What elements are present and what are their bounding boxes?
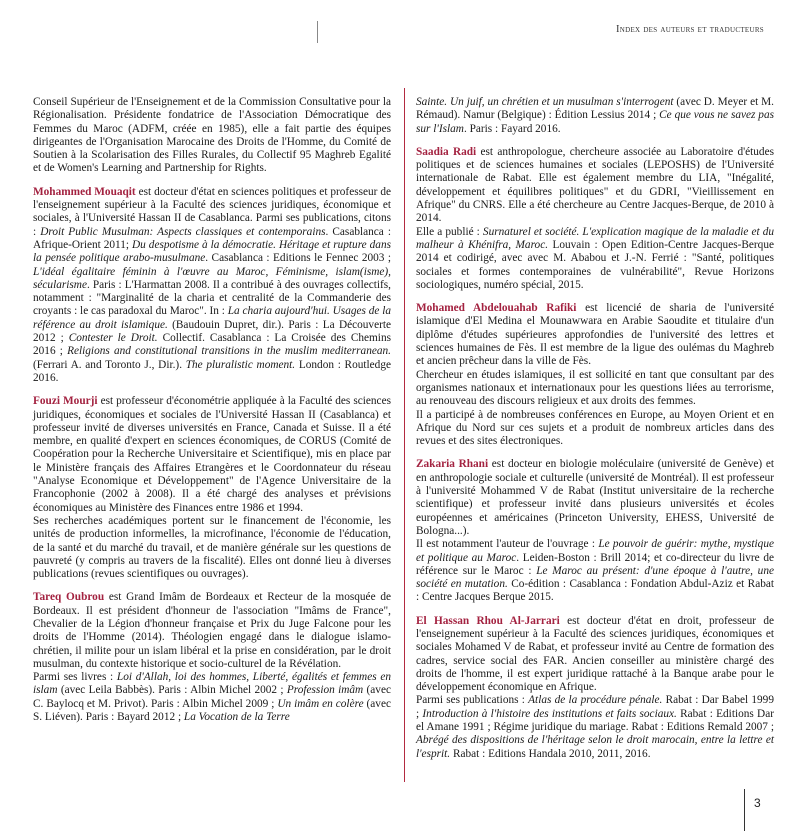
entry-mourji-research: Ses recherches académiques portent sur le financement de l'économie, les unités de production informelles, la microfinance, l'économie de l'éducation, de la santé et du marché du travail, et de manière générale sur les questions de pauvreté (y compris au travers de la fiscalité). Elles ont donné lieu à diverses publications (revues scientifiques ou ouvrages). bbox=[33, 514, 391, 581]
entry-radi: Saadia Radi est anthropologue, chercheure associée au Laboratoire d'études politiques et de sciences humaines et sociales (LEPOSHS) de l'Université internationale de Rabat. Elle est également membre du LIA, "Inégalité, développement et équilibres politiques" et du GDRI, "Vieillissement en Afrique" du CNRS. Elle a été chercheure au Centre Jacques-Berque, de 2010 à 2014. bbox=[416, 145, 774, 225]
page-number: 3 bbox=[754, 796, 761, 810]
entry-rafiki-research: Chercheur en études islamiques, il est sollicité en tant que consultant par des organismes nationaux et internationaux pour les questions liées au terrorisme, au renouveau des discours religieux et aux droits des femmes. bbox=[416, 368, 774, 408]
author-name: El Hassan Rhou Al-Jarrari bbox=[416, 614, 560, 627]
entry-oubrou: Tareq Oubrou est Grand Imâm de Bordeaux et Recteur de la mosquée de Bordeaux. Il est président d'honneur de l'association "Imâms de France", Chevalier de la Légion d'honneur française et Prix du Juge Falcone pour les droits de l'Homme (2014). Théologien engagé dans le dialogue islamo-chrétien, il milite pour un islam libéral et la prise en considération, par le droit musulman, du contexte historique et socio-culturel de la Révélation. bbox=[33, 591, 391, 670]
entry-mouaqit: Mohammed Mouaqit est docteur d'état en sciences politiques et professeur de l'enseignement supérieur à la Faculté des sciences juridiques, économique et sociales, à l'Université Hassan II de Casablanca. Parmi ses publications, citons : Droit Public Musulman: Aspects classiques et contemporains. Casablanca : Afrique-Orient 2011; Du despotisme à la démocratie. Héritage et rupture dans la pensée politique arabo-musulmane. Casablanca : Editions le Fennec 2003 ; L'idéal égalitaire féminin à l'œuvre au Maroc, Féminisme, islam(isme), sécularisme. Paris : L'Harmattan 2008. Il a contribué à des ouvrages collectifs, notamment : "Marginalité de la charia et centralité de la Commanderie des croyants : le cas paradoxal du Maroc". In : La charia aujourd'hui. Usages de la référence au droit islamique. (Baudouin Dupret, dir.). Paris : La Découverte 2012 ; Contester le Droit. Collectif. Casablanca : La Croisée des Chemins 2016 ; Religions and constitutional transitions in the muslim mediterranean. (Ferrari A. and Toronto J., Dir.). The pluralistic moment. London : Routledge 2016. bbox=[33, 185, 392, 384]
author-name: Tareq Oubrou bbox=[33, 591, 105, 604]
entry-oubrou-books: Parmi ses livres : Loi d'Allah, loi des hommes, Liberté, égalités et femmes en islam (avec Leila Babbès). Paris : Albin Michel 2002 ; Profession imâm (avec C. Baylocq et M. Privot). Paris : Albin Michel 2009 ; Un imâm en colère (avec S. Liéven). Paris : Bayard 2012 ; La Vocation de la Terre bbox=[33, 671, 391, 724]
author-name: Mohamed Abdelouahab Rafiki bbox=[416, 302, 577, 315]
author-name: Zakaria Rhani bbox=[416, 458, 489, 471]
entry-rafiki-conferences: Il a participé à de nombreuses conférences en Europe, au Moyen Orient et en Afrique du Nord sur ces sujets et a produit de nombreux articles dans des revues et des sites électroniques. bbox=[416, 408, 774, 448]
entry-rhani: Zakaria Rhani est docteur en biologie moléculaire (université de Genève) et en anthropologie sociale et culturelle (université de Montréal). Il est professeur à l'université Mohammed V de Rabat (Institut universitaire de la recherche scientifique) et professeur invité dans plusieurs universités et écoles européennes et américaines (Princeton University, EHESS, Université de Bologna...). bbox=[416, 458, 774, 537]
author-name: Mohammed Mouaqit bbox=[33, 185, 136, 198]
header-divider bbox=[317, 21, 318, 43]
author-name: Fouzi Mourji bbox=[33, 395, 98, 408]
page-number-rule bbox=[744, 789, 745, 831]
entry-radi-publications: Elle a publié : Surnaturel et société. L'explication magique de la maladie et du malheur à Khénifra, Maroc. Louvain : Open Edition-Centre Jacques-Berque 2014 et codirigé, avec avec M. Ababou et J.-N. Ferrié : "Santé, politiques sociales et formes contemporaines de vulnérabilité", Revue Horizons sociologiques, numéro spécial, 2015. bbox=[416, 225, 774, 291]
running-header: Index des auteurs et traducteurs bbox=[615, 24, 764, 35]
right-column bbox=[416, 96, 774, 761]
entry-oubrou-continued: Sainte. Un juif, un chrétien et un musulman s'interrogent (avec D. Meyer et M. Rémaud). Namur (Belgique) : Édition Lessius 2014 ; Ce que vous ne savez pas sur l'Islam. Paris : Fayard 2016. bbox=[416, 96, 775, 135]
entry-rhani-works: Il est notamment l'auteur de l'ouvrage : Le pouvoir de guérir: mythe, mystique et politique au Maroc. Leiden-Boston : Brill 2014; et co-directeur du livre de référence sur le Maroc : Le Maroc au présent: d'une époque à l'autre, une société en mutation. Co-édition : Casablanca : Fondation Abdul-Aziz et Rabat : Centre Jacques Berque 2015. bbox=[416, 538, 775, 604]
author-name: Saadia Radi bbox=[416, 145, 477, 158]
entry-mourji: Fouzi Mourji est professeur d'économétrie appliquée à la Faculté des sciences juridiques, économiques et sociales de l'Université Hassan II (Casablanca) et professeur invité de diverses universités en France, Canada et Suisse. Il a été membre, en qualité d'expert en sciences économiques, de CORUS (Comité de Coopération pour la Recherche Universitaire et Scientifique), mis en place par le Ministère français des Affaires Etrangères et le Coordonnateur du réseau "Analyse Economique et Développement" de l'Agence Universitaire de la Francophonie (2002 à 2008). Il a été chargé des analyses et prévisions économiques au Ministère des Finances entre 1986 et 1994. bbox=[33, 395, 391, 514]
left-column bbox=[33, 96, 391, 724]
intro-paragraph: Conseil Supérieur de l'Enseignement et de la Commission Consultative pour la Régionalisation. Présidente fondatrice de l'Association Démocratique des Femmes du Maroc (ADFM, créée en 1985), elle a fait partie des équipes dirigeantes de l'Organisation Marocaine des Droits de l'Homme, du Comité de Soutien à la Scolarisation des Filles Rurales, du Collectif 95 Maghreb Egalité et de Women's Learning and Partnership for Rights. bbox=[33, 96, 391, 175]
entry-jarrari-publications: Parmi ses publications : Atlas de la procédure pénale. Rabat : Dar Babel 1999 ; Introduction à l'histoire des institutions et faits sociaux. Rabat : Editions Dar el Amane 1991 ; Régime juridique du mariage. Rabat : Editions Remald 2007 ; Abrégé des dispositions de l'héritage selon le droit marocain, entre la lettre et l'esprit. Rabat : Editions Handala 2010, 2011, 2016. bbox=[416, 694, 774, 760]
column-divider bbox=[404, 88, 405, 782]
entry-jarrari: El Hassan Rhou Al-Jarrari est docteur d'état en droit, professeur de l'enseignement supérieur à la Faculté des sciences juridiques, économiques et sociales Mohamed V de Rabat, et professeur invité au Centre de formation des cadres, service social des FAR. Ancien conseiller au ministère chargé des droits de l'homme, il est expert juridique rattaché à la Banque arabe pour le développement économique en Afrique. bbox=[416, 614, 774, 694]
entry-rafiki: Mohamed Abdelouahab Rafiki est licencié de sharia de l'université islamique d'El Medina el Mounawwara en Arabie Saoudite et titulaire d'un diplôme d'études supérieures approfondies de l'université des lettres et sciences humaines de Fès. Il est membre de la ligue des oulémas du Maghreb et ancien prêcheur dans la ville de Fès. bbox=[416, 302, 774, 368]
